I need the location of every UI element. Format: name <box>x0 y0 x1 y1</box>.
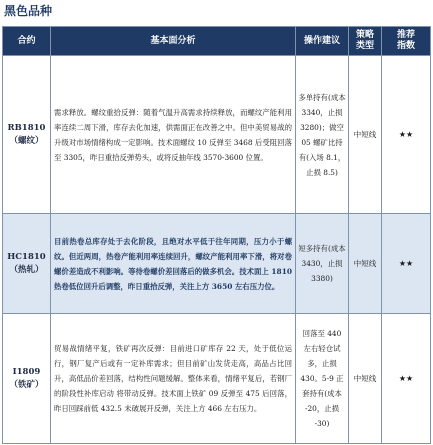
contract-name: （热轧） <box>9 264 44 275</box>
contract-name: （螺纹） <box>9 135 44 146</box>
contract-cell <box>3 314 51 444</box>
period-cell: 中短线 <box>349 214 382 314</box>
header-stars-line2: 指数 <box>396 41 415 51</box>
contract-code: HC1810 <box>7 251 46 262</box>
contract-code: I1809 <box>12 366 41 377</box>
stars-rating: ★★ <box>382 56 431 214</box>
analysis-cell: 贸易战情绪平复，铁矿再次反弹：目前进口矿库存 22 天，处于低位运行，钢厂复产后或有一定补库需求；但目前矿山发货走高，高品占比回升，高低品价差回落，结构性问题缓解。整体来看，情绪平复后，若钢厂的阶段性补库启动 将带动反弹。技术面上铁矿 09 反弹至 475 后回落，昨日回踩前低 432.5 未破展开反弹，关注上方 466 左右压力。 <box>51 314 296 444</box>
table-row <box>3 214 431 314</box>
stars-rating: ★★ <box>382 214 431 314</box>
contract-cell <box>3 56 51 214</box>
period-cell: 中短线 <box>349 56 382 214</box>
header-stars-line1: 推荐 <box>396 30 415 40</box>
contract-code: RB1810 <box>7 122 46 133</box>
strategy-table <box>2 26 431 444</box>
header-analysis: 基本面分析 <box>51 27 296 56</box>
analysis-cell: 需求释放。螺纹重拾反弹：随着气温升高需求持续释放，而螺纹产能利用率连续二周下滑，库存去化加速，供需面正在改善之中。但中美贸易战的升级对市场情绪构成一定影响。技术面螺纹 10 反弹至 3468 后受阻回落至 3305，昨日重拾反弹势头，或将反抽年线 3570-3600 位置。 <box>51 56 296 214</box>
table-header-row <box>3 27 431 56</box>
header-period-line1: 策略 <box>355 30 374 40</box>
header-period <box>349 27 382 56</box>
advice-cell: 短多持有(成本 3430，止损 3380) <box>296 214 349 314</box>
period-cell: 中短线 <box>349 314 382 444</box>
section-title: 黑色品种 <box>4 4 53 18</box>
analysis-cell: 目前热卷总库存处于去化阶段，且绝对水平低于往年同期，压力小于螺纹。但近两周，热卷产能利用率连续回升，螺纹产能利用率下滑，将对卷螺价差造成不利影响。等待卷螺价差回落后的做多机会。技术面上 1810 热卷低位回升后调整，昨日重拾反弹，关注上方 3650 左右压力位。 <box>51 214 296 314</box>
stars-rating: ★★ <box>382 314 431 444</box>
table-row <box>3 314 431 444</box>
table-row <box>3 56 431 214</box>
header-advice: 操作建议 <box>296 27 349 56</box>
advice-cell: 回落至 440 左右轻仓试多，止损 430。5-9 正套持有(成本 -20，止损 -30) <box>296 314 349 444</box>
header-contract: 合约 <box>3 27 51 56</box>
contract-name: （铁矿） <box>9 379 44 390</box>
header-stars <box>382 27 431 56</box>
advice-cell: 多单持有(成本 3340，止损 3280)；做空 05 螺矿比持有(入场 8.1，止损 8.5) <box>296 56 349 214</box>
header-period-line2: 类型 <box>355 41 374 51</box>
contract-cell <box>3 214 51 314</box>
